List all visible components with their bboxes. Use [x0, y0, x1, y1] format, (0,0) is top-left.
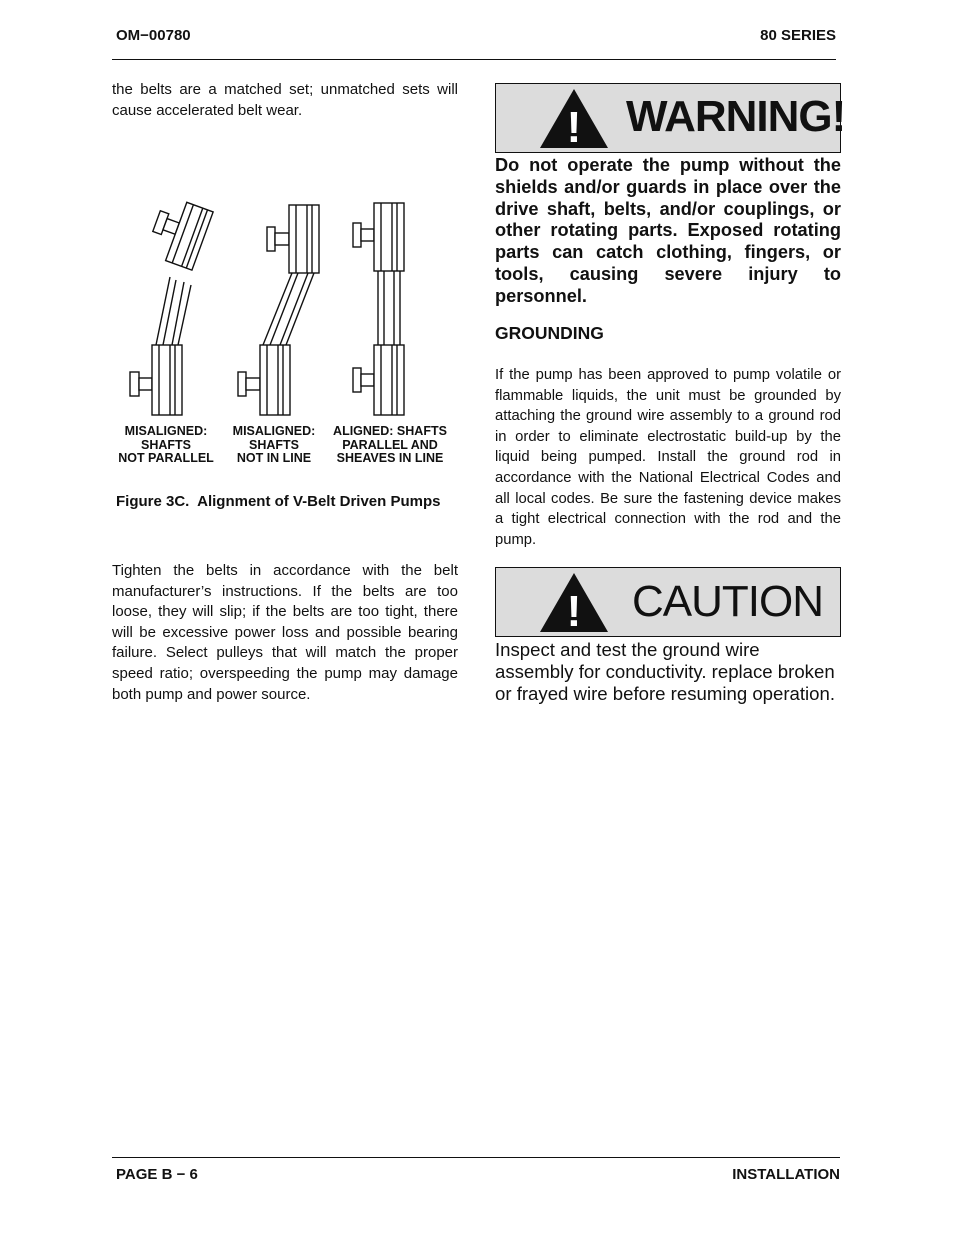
- series-label: 80 SERIES: [760, 27, 836, 44]
- warning-triangle-icon: [538, 87, 610, 149]
- footer-rule: [112, 1157, 840, 1158]
- header-rule: [112, 59, 836, 60]
- figure-caption: Figure 3C. Alignment of V-Belt Driven Pumps: [116, 493, 441, 510]
- figure-label-not-in-line: MISALIGNED: SHAFTS NOT IN LINE: [232, 424, 316, 465]
- grounding-paragraph: If the pump has been approved to pump volatile or flammable liquids, the unit must be grounded by attaching the ground wire assembly to a ground rod in order to eliminate electrostatic build-up by the liquid being pumped. Install the ground rod in accordance with the National Electrical Codes and all local codes. Be sure the fastening device makes a tight electrical connection with the rod and the pump.: [495, 367, 841, 548]
- caution-exclamation: !: [566, 587, 582, 633]
- caution-title: CAUTION: [632, 577, 823, 626]
- warning-exclamation: !: [566, 103, 582, 149]
- belt-alignment-figure: [112, 195, 458, 425]
- page-number: PAGE B − 6: [116, 1166, 198, 1183]
- warning-text: Do not operate the pump without the shields and/or guards in place over the drive shaft, belts, and/or couplings, or other rotating parts. Exposed rotating parts can catch clothing, fingers, or tools, causing severe injury to personnel.: [495, 155, 841, 306]
- warning-banner: [495, 83, 846, 153]
- tighten-paragraph: Tighten the belts in accordance with the belt manufacturer’s instructions. If the belts are too loose, they will slip; if the belts are too tight, there will be excessive power loss and possible bearing failure. Select pulleys that will match the proper speed ratio; overspeeding the pump may damage both pump and power source.: [112, 562, 458, 703]
- doc-number: OM−00780: [116, 27, 191, 44]
- warning-title: WARNING!: [626, 92, 846, 141]
- section-name: INSTALLATION: [732, 1166, 840, 1183]
- caution-banner: [495, 567, 841, 637]
- intro-paragraph: the belts are a matched set; unmatched sets will cause accelerated belt wear.: [112, 81, 458, 119]
- figure-label-aligned: ALIGNED: SHAFTS PARALLEL AND SHEAVES IN LINE: [333, 424, 447, 465]
- grounding-heading: GROUNDING: [495, 323, 604, 343]
- figure-label-not-parallel: MISALIGNED: SHAFTS NOT PARALLEL: [118, 424, 214, 465]
- caution-triangle-icon: [538, 571, 610, 633]
- misaligned-not-in-line-drawing: [238, 205, 319, 415]
- misaligned-not-parallel-drawing: [130, 195, 213, 415]
- caution-text: Inspect and test the ground wire assembly for conductivity. replace broken or frayed wire before resuming operation.: [495, 639, 836, 704]
- aligned-drawing: [353, 203, 404, 415]
